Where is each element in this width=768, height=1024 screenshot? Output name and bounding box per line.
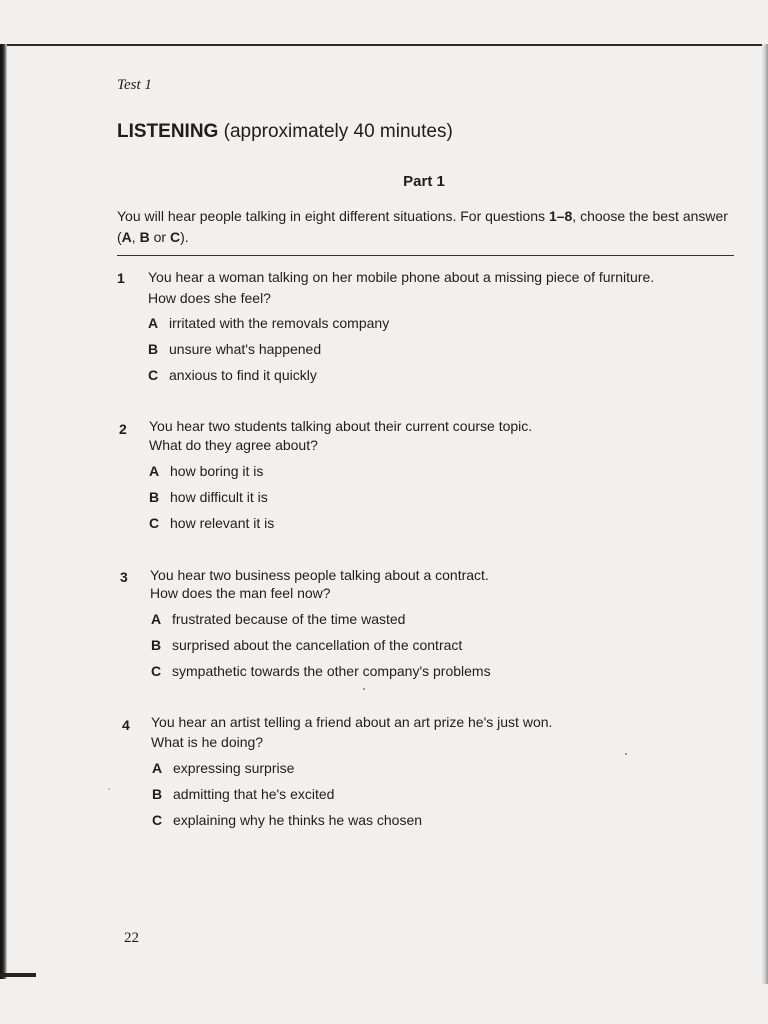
part-title: Part 1 — [403, 173, 445, 190]
section-title-bold: LISTENING — [117, 121, 219, 142]
option-letter: C — [148, 367, 159, 383]
section-title-duration: (approximately 40 minutes) — [218, 121, 453, 142]
question-number: 3 — [120, 569, 128, 585]
question-stem: You hear two business people talking about a contract. — [150, 567, 489, 583]
question-number: 2 — [119, 421, 127, 437]
instructions-divider — [117, 255, 734, 256]
option-text: how relevant it is — [170, 515, 275, 531]
instructions-separator: or — [149, 229, 170, 245]
instructions-text: You will hear people talking in eight different situations. For questions — [117, 208, 549, 224]
answer-option-b[interactable] — [149, 487, 268, 507]
question-prompt: How does she feel? — [148, 290, 271, 306]
option-letter: A — [151, 611, 162, 627]
instructions-separator: , — [131, 229, 140, 245]
answer-letter-c: C — [169, 229, 181, 245]
scan-speck — [625, 753, 627, 755]
answer-option-c[interactable] — [149, 513, 274, 533]
instructions-text: , choose the best answer ( — [117, 208, 728, 245]
option-letter: C — [152, 812, 163, 828]
answer-letter-a: A — [121, 229, 132, 245]
answer-option-a[interactable] — [149, 461, 263, 481]
section-title — [117, 121, 453, 143]
option-text: frustrated because of the time wasted — [172, 611, 406, 627]
answer-option-c[interactable] — [151, 661, 491, 681]
option-letter: B — [149, 489, 160, 505]
question-stem: You hear an artist telling a friend about an art prize he's just won. — [151, 714, 553, 730]
page-number: 22 — [124, 930, 139, 946]
question-number: 1 — [117, 270, 125, 286]
answer-option-b[interactable] — [148, 339, 321, 359]
option-letter: C — [151, 663, 162, 679]
option-text: anxious to find it quickly — [169, 367, 317, 383]
instructions — [117, 206, 742, 248]
question-range: 1–8 — [548, 208, 573, 224]
answer-option-c[interactable] — [152, 810, 422, 830]
scan-speck — [108, 788, 110, 790]
answer-option-b[interactable] — [152, 784, 334, 804]
question-stem: You hear a woman talking on her mobile phone about a missing piece of furniture. — [148, 269, 655, 285]
instructions-text: ). — [180, 229, 189, 245]
option-text: explaining why he thinks he was chosen — [173, 812, 423, 828]
option-text: irritated with the removals company — [169, 315, 390, 331]
question-prompt: What is he doing? — [151, 734, 264, 750]
option-letter: A — [149, 463, 160, 479]
answer-option-a[interactable] — [151, 609, 405, 629]
question-prompt: How does the man feel now? — [150, 585, 331, 601]
option-letter: A — [152, 760, 163, 776]
answer-option-c[interactable] — [148, 365, 317, 385]
page-top-edge — [0, 44, 768, 46]
answer-letter-b: B — [139, 229, 150, 245]
answer-option-b[interactable] — [151, 635, 462, 655]
option-text: how difficult it is — [170, 489, 268, 505]
option-letter: B — [152, 786, 163, 802]
question-prompt: What do they agree about? — [149, 437, 318, 453]
question-number: 4 — [122, 717, 130, 733]
option-text: sympathetic towards the other company's problems — [172, 663, 491, 679]
running-head: Test 1 — [117, 77, 152, 93]
question-stem: You hear two students talking about their current course topic. — [149, 418, 533, 434]
option-text: surprised about the cancellation of the contract — [172, 637, 463, 653]
page-bottom-edge — [0, 973, 36, 977]
option-text: admitting that he's excited — [173, 786, 335, 802]
option-letter: B — [148, 341, 159, 357]
option-letter: B — [151, 637, 162, 653]
answer-option-a[interactable] — [148, 313, 389, 333]
option-letter: C — [149, 515, 160, 531]
option-text: expressing surprise — [173, 760, 295, 776]
scan-speck — [363, 688, 365, 690]
option-letter: A — [148, 315, 159, 331]
option-text: unsure what's happened — [169, 341, 322, 357]
option-text: how boring it is — [170, 463, 264, 479]
answer-option-a[interactable] — [152, 758, 294, 778]
